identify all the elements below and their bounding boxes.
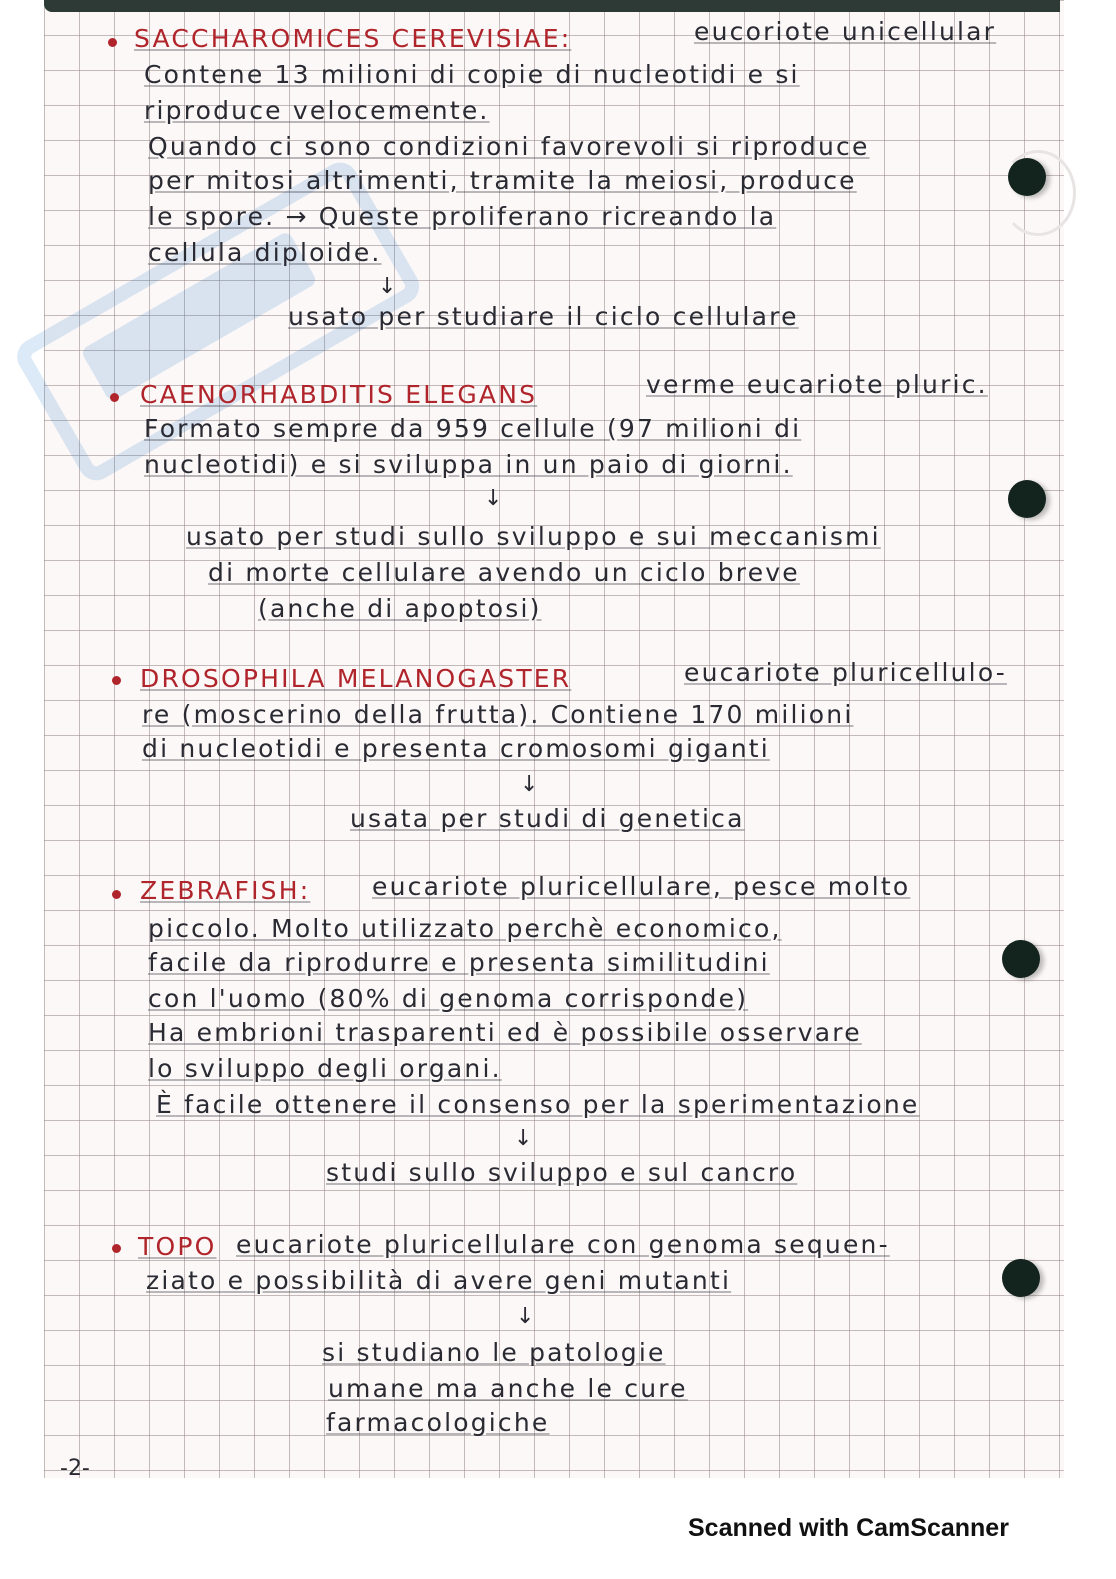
text-line: le spore. → Queste proliferano ricreando la: [148, 202, 777, 231]
usage-line: studi sullo sviluppo e sul cancro: [326, 1158, 798, 1187]
text-line: verme eucariote pluric.: [646, 370, 988, 399]
usage-line: farmacologiche: [326, 1408, 550, 1437]
text-line: cellula diploide.: [148, 238, 382, 267]
text-line: nucleotidi) e si sviluppa in un paio di giorni.: [144, 450, 793, 479]
bullet-icon: [108, 38, 117, 47]
page-number: -2-: [60, 1456, 90, 1481]
punch-hole-icon: [1008, 158, 1046, 196]
text-line: eucoriote unicellular: [694, 17, 997, 46]
text-line: facile da riprodurre e presenta similitudini: [148, 948, 770, 977]
arrow-down-icon: ↓: [514, 1126, 533, 1151]
text-line: re (moscerino della frutta). Contiene 170 milioni: [142, 700, 854, 729]
section-title: SACCHAROMICES CEREVISIAE:: [134, 24, 572, 53]
usage-line: usato per studiare il ciclo cellulare: [288, 302, 799, 331]
bullet-icon: [110, 393, 119, 402]
text-line: eucariote pluricellulare, pesce molto: [372, 872, 911, 901]
section-title: CAENORHABDITIS ELEGANS: [140, 380, 538, 409]
text-line: lo sviluppo degli organi.: [148, 1054, 502, 1083]
bullet-icon: [112, 676, 121, 685]
usage-line: umane ma anche le cure: [328, 1374, 688, 1403]
text-line: di nucleotidi e presenta cromosomi giganti: [142, 734, 770, 763]
punch-hole-icon: [1008, 480, 1046, 518]
text-line: È facile ottenere il consenso per la sperimentazione: [156, 1090, 920, 1119]
text-line: ziato e possibilità di avere geni mutanti: [146, 1266, 732, 1295]
usage-line: usata per studi di genetica: [350, 804, 745, 833]
text-line: riproduce velocemente.: [144, 96, 490, 125]
page-top-edge: [44, 0, 1060, 12]
punch-hole-icon: [1002, 940, 1040, 978]
text-line: Contene 13 milioni di copie di nucleotidi e si: [144, 60, 800, 89]
text-line: con l'uomo (80% di genoma corrisponde): [148, 984, 749, 1013]
text-line: eucariote pluricellulare con genoma sequen-: [236, 1230, 890, 1259]
bullet-icon: [112, 890, 121, 899]
arrow-down-icon: ↓: [378, 274, 397, 299]
usage-line: (anche di apoptosi): [258, 594, 542, 623]
section-title: TOPO: [138, 1232, 217, 1261]
punch-hole-icon: [1002, 1259, 1040, 1297]
text-line: Formato sempre da 959 cellule (97 milioni di: [144, 414, 802, 443]
arrow-down-icon: ↓: [516, 1304, 535, 1329]
text-line: Ha embrioni trasparenti ed è possibile osservare: [148, 1018, 862, 1047]
text-line: per mitosi altrimenti, tramite la meiosi, produce: [148, 166, 857, 195]
usage-line: si studiano le patologie: [322, 1338, 666, 1367]
text-line: eucariote pluricellulo-: [684, 658, 1008, 687]
bullet-icon: [112, 1244, 121, 1253]
usage-line: usato per studi sullo sviluppo e sui meccanismi: [186, 522, 881, 551]
scanner-footer: Scanned with CamScanner: [688, 1514, 1009, 1542]
text-line: piccolo. Molto utilizzato perchè economico,: [148, 914, 782, 943]
arrow-down-icon: ↓: [520, 772, 539, 797]
usage-line: di morte cellulare avendo un ciclo breve: [208, 558, 800, 587]
section-title: ZEBRAFISH:: [140, 876, 311, 905]
section-title: DROSOPHILA MELANOGASTER: [140, 664, 572, 693]
text-line: Quando ci sono condizioni favorevoli si riproduce: [148, 132, 870, 161]
arrow-down-icon: ↓: [484, 486, 503, 511]
